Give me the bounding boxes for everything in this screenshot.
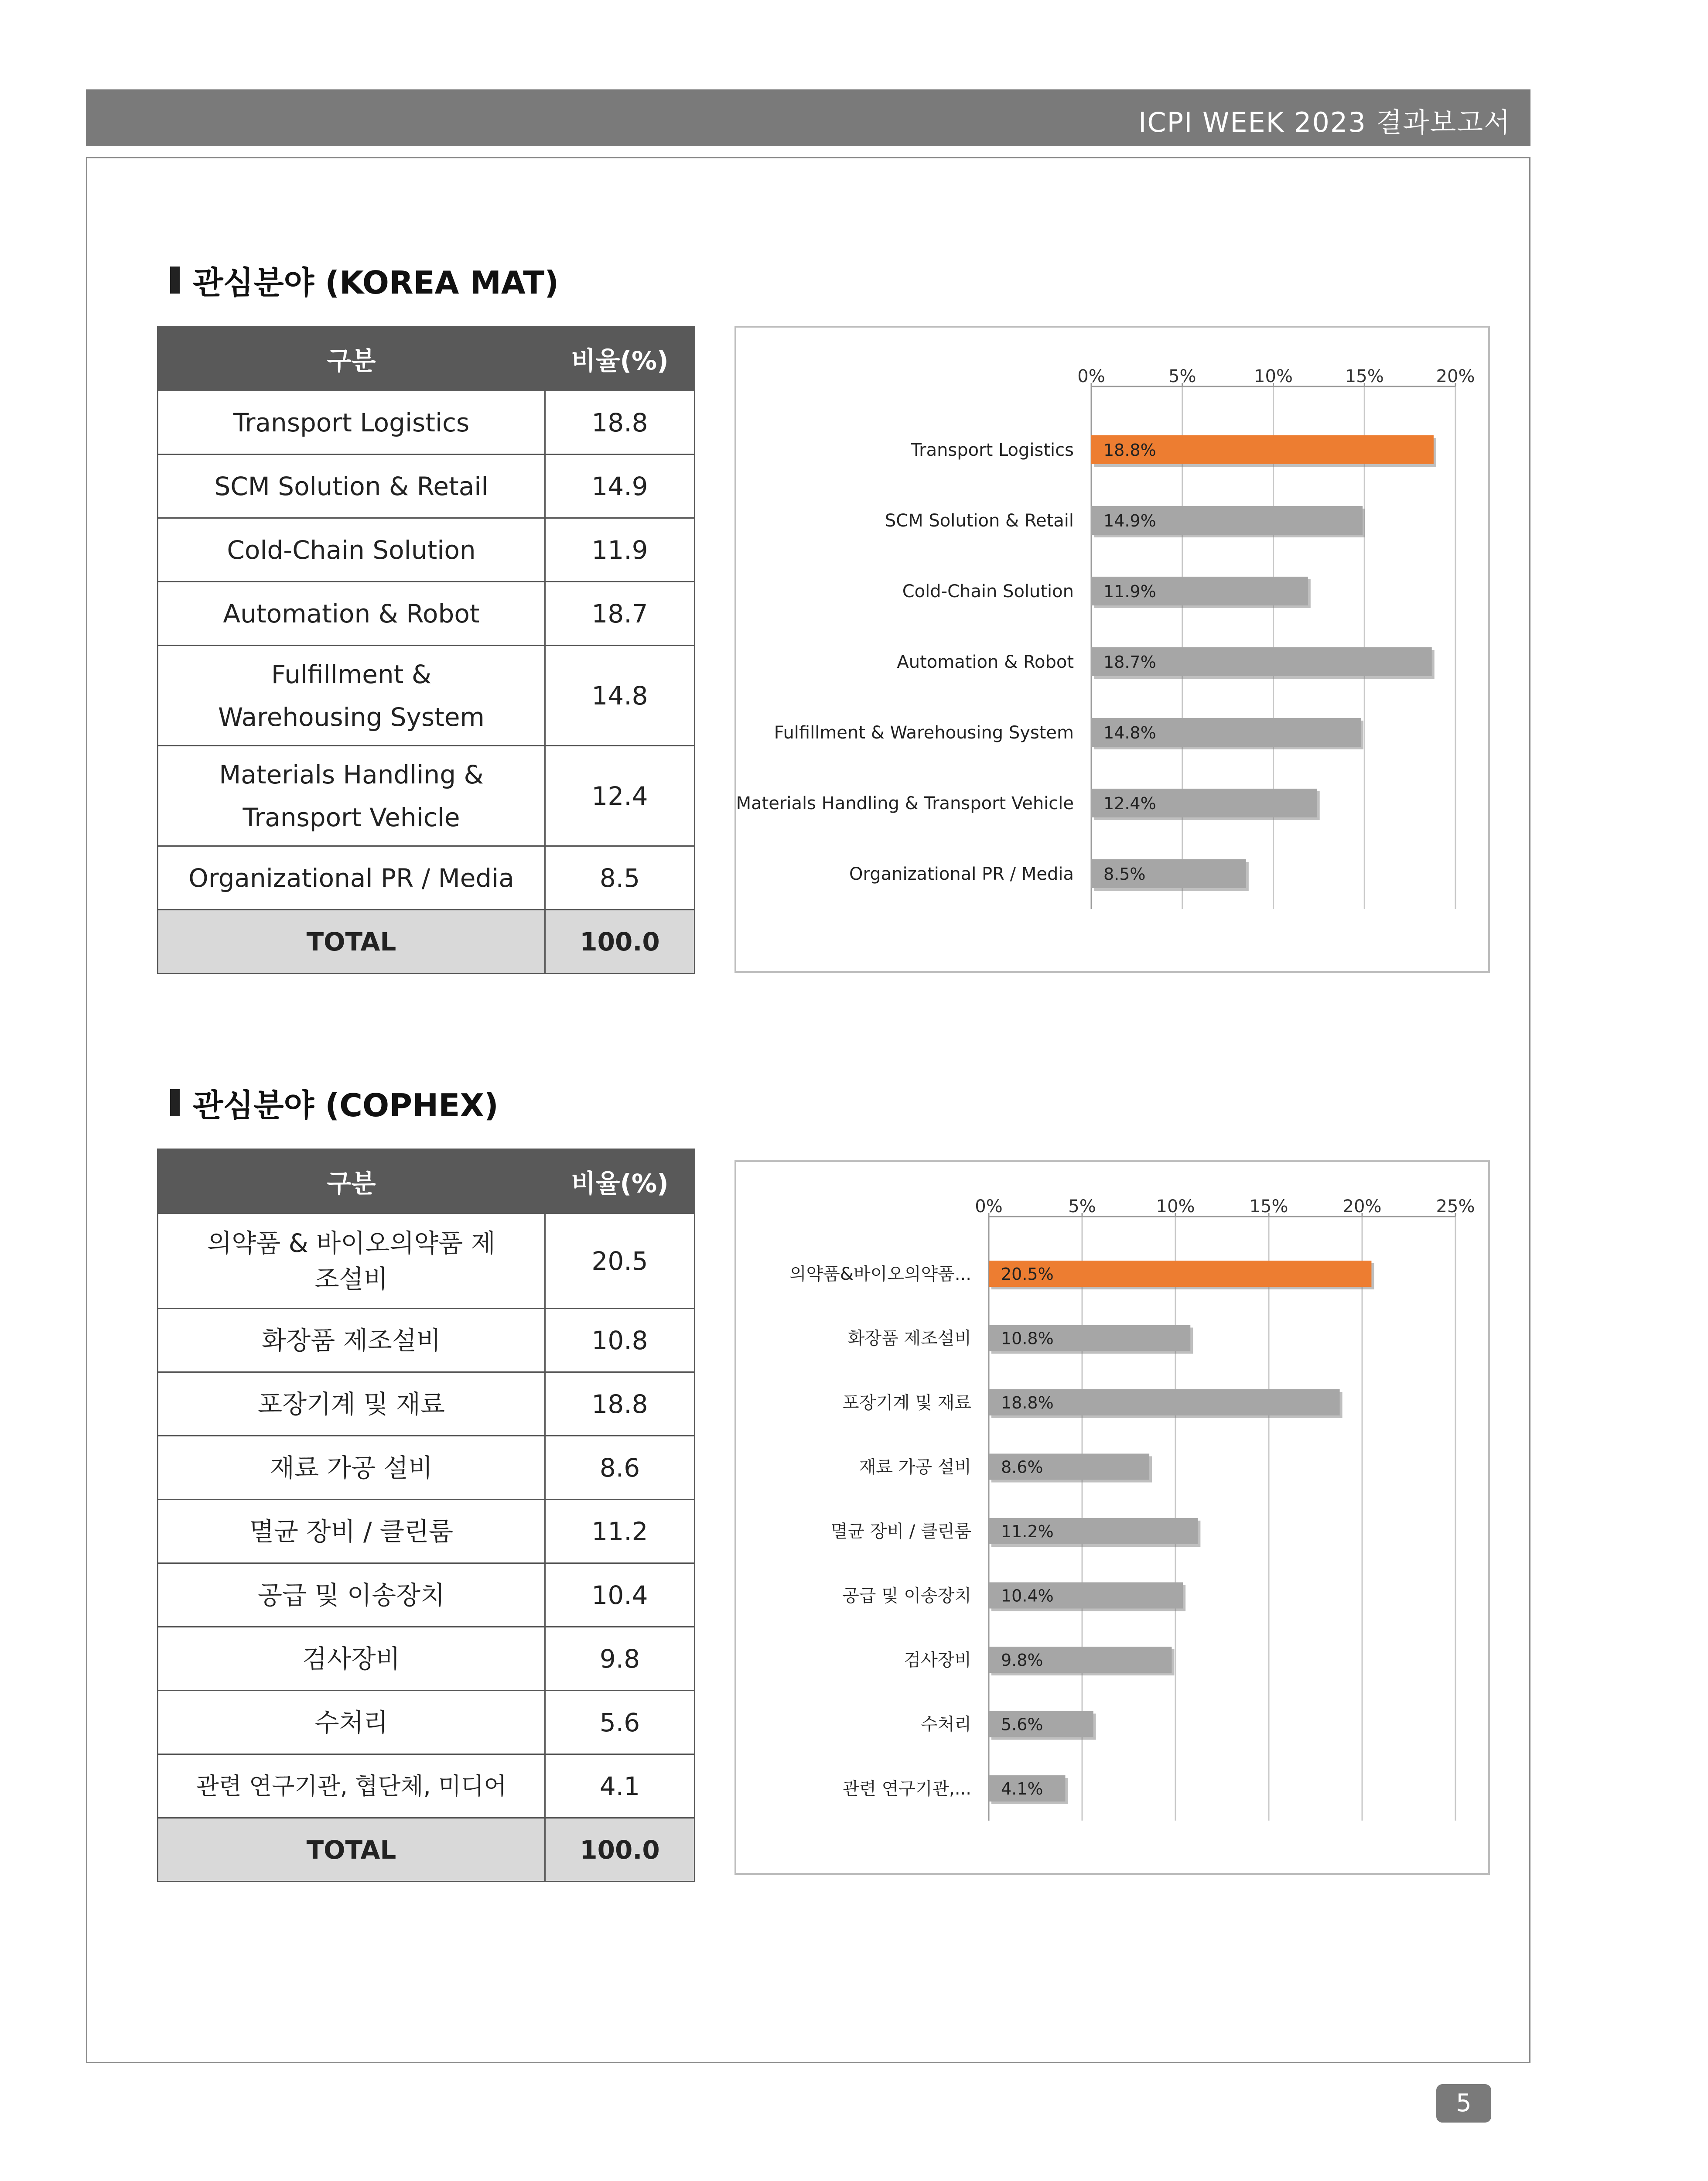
tick-label: 10% bbox=[1254, 366, 1293, 386]
cophex-chart bbox=[734, 1160, 1490, 1875]
column-header-ratio: 비율(%) bbox=[545, 327, 695, 391]
data-label: 5.6% bbox=[1001, 1715, 1043, 1734]
category-label: 공급 및 이송장치 bbox=[842, 1586, 971, 1606]
table-row bbox=[158, 1563, 695, 1627]
row-ratio: 10.4 bbox=[545, 1563, 695, 1627]
section-marker-icon bbox=[170, 267, 180, 294]
category-label: SCM Solution & Retail bbox=[885, 511, 1074, 531]
korea-mat-chart bbox=[734, 326, 1490, 973]
data-label: 10.8% bbox=[1001, 1329, 1054, 1348]
row-category: SCM Solution & Retail bbox=[158, 455, 545, 518]
chart-svg bbox=[736, 328, 1488, 971]
row-ratio: 8.6 bbox=[545, 1436, 695, 1500]
row-category: 검사장비 bbox=[158, 1627, 545, 1691]
category-label: 화장품 제조설비 bbox=[847, 1328, 971, 1349]
row-category: Automation & Robot bbox=[158, 582, 545, 646]
table-row bbox=[158, 746, 695, 846]
data-label: 8.6% bbox=[1001, 1457, 1043, 1477]
row-category: Cold-Chain Solution bbox=[158, 518, 545, 582]
table-header-row bbox=[158, 1149, 695, 1214]
row-ratio: 5.6 bbox=[545, 1691, 695, 1754]
row-ratio: 4.1 bbox=[545, 1754, 695, 1818]
tick-label: 20% bbox=[1436, 366, 1475, 386]
data-label: 11.2% bbox=[1001, 1522, 1054, 1541]
row-category: Transport Logistics bbox=[158, 391, 545, 455]
category-label: Organizational PR / Media bbox=[849, 864, 1074, 884]
section-title-cophex bbox=[170, 1080, 499, 1125]
data-label: 4.1% bbox=[1001, 1779, 1043, 1798]
category-label: 검사장비 bbox=[904, 1650, 971, 1670]
page-number: 5 bbox=[1436, 2084, 1491, 2123]
category-label: 멸균 장비 / 클린룸 bbox=[830, 1521, 971, 1542]
tick-label: 5% bbox=[1168, 366, 1196, 386]
row-ratio: 11.2 bbox=[545, 1500, 695, 1563]
row-ratio: 18.8 bbox=[545, 391, 695, 455]
tick-label: 5% bbox=[1068, 1196, 1096, 1217]
row-ratio: 14.8 bbox=[545, 646, 695, 746]
header-title: ICPI WEEK 2023 결과보고서 bbox=[1138, 106, 1511, 138]
table-total-row bbox=[158, 1818, 695, 1882]
table-row bbox=[158, 1627, 695, 1691]
row-ratio: 11.9 bbox=[545, 518, 695, 582]
table-header-row bbox=[158, 327, 695, 391]
category-label: Cold-Chain Solution bbox=[902, 581, 1074, 602]
tick-label: 0% bbox=[1077, 366, 1105, 386]
data-label: 12.4% bbox=[1103, 794, 1156, 813]
tick-label: 15% bbox=[1249, 1196, 1288, 1217]
table-row bbox=[158, 846, 695, 910]
section-title-text: 관심분야 (COPHEX) bbox=[193, 1087, 499, 1124]
row-category: 화장품 제조설비 bbox=[158, 1309, 545, 1372]
category-label: Fulfillment & Warehousing System bbox=[774, 723, 1074, 743]
section-title-text: 관심분야 (KOREA MAT) bbox=[193, 264, 559, 301]
row-category: 멸균 장비 / 클린룸 bbox=[158, 1500, 545, 1563]
tick-label: 15% bbox=[1345, 366, 1384, 386]
row-ratio: 18.8 bbox=[545, 1372, 695, 1436]
tick-label: 10% bbox=[1156, 1196, 1195, 1217]
total-label: TOTAL bbox=[158, 1818, 545, 1882]
row-ratio: 10.8 bbox=[545, 1309, 695, 1372]
category-label: 재료 가공 설비 bbox=[859, 1457, 971, 1477]
category-label: 의약품&바이오의약품... bbox=[789, 1264, 971, 1284]
data-label: 10.4% bbox=[1001, 1586, 1054, 1606]
row-category: Materials Handling & Transport Vehicle bbox=[158, 746, 545, 846]
header-bar bbox=[86, 89, 1530, 146]
table-row bbox=[158, 1436, 695, 1500]
table-row bbox=[158, 1372, 695, 1436]
data-label: 8.5% bbox=[1103, 865, 1146, 884]
table-total-row bbox=[158, 910, 695, 974]
table-row bbox=[158, 1754, 695, 1818]
data-label: 14.8% bbox=[1103, 723, 1156, 742]
row-category: 공급 및 이송장치 bbox=[158, 1563, 545, 1627]
row-category: 포장기계 및 재료 bbox=[158, 1372, 545, 1436]
data-label: 18.8% bbox=[1001, 1393, 1054, 1412]
category-label: 포장기계 및 재료 bbox=[842, 1393, 971, 1413]
tick-label: 25% bbox=[1436, 1196, 1475, 1217]
row-category: 수처리 bbox=[158, 1691, 545, 1754]
row-ratio: 8.5 bbox=[545, 846, 695, 910]
row-ratio: 12.4 bbox=[545, 746, 695, 846]
category-label: Automation & Robot bbox=[897, 652, 1074, 672]
table-row bbox=[158, 1214, 695, 1309]
category-label: Materials Handling & Transport Vehicle bbox=[736, 793, 1074, 814]
row-category: 관련 연구기관, 협단체, 미디어 bbox=[158, 1754, 545, 1818]
section-title-korea-mat bbox=[170, 257, 559, 303]
tick-label: 0% bbox=[975, 1196, 1003, 1217]
data-label: 18.7% bbox=[1103, 653, 1156, 672]
row-category: Fulfillment & Warehousing System bbox=[158, 646, 545, 746]
table-row bbox=[158, 646, 695, 746]
category-label: 수처리 bbox=[921, 1714, 971, 1735]
column-header-category: 구분 bbox=[158, 327, 545, 391]
data-label: 9.8% bbox=[1001, 1651, 1043, 1670]
row-category: 의약품 & 바이오의약품 제조설비 bbox=[158, 1214, 545, 1309]
table-row bbox=[158, 582, 695, 646]
total-value: 100.0 bbox=[545, 1818, 695, 1882]
table-row bbox=[158, 1309, 695, 1372]
row-ratio: 9.8 bbox=[545, 1627, 695, 1691]
total-value: 100.0 bbox=[545, 910, 695, 974]
table-row bbox=[158, 391, 695, 455]
data-label: 14.9% bbox=[1103, 511, 1156, 530]
data-label: 18.8% bbox=[1103, 441, 1156, 460]
category-label: 관련 연구기관,... bbox=[842, 1779, 971, 1799]
chart-svg bbox=[736, 1162, 1488, 1873]
table-row bbox=[158, 455, 695, 518]
total-label: TOTAL bbox=[158, 910, 545, 974]
cophex-table bbox=[157, 1149, 695, 1882]
table-row bbox=[158, 518, 695, 582]
tick-label: 20% bbox=[1342, 1196, 1382, 1217]
korea-mat-table bbox=[157, 326, 695, 974]
column-header-category: 구분 bbox=[158, 1149, 545, 1214]
section-marker-icon bbox=[170, 1089, 180, 1116]
data-label: 11.9% bbox=[1103, 582, 1156, 601]
row-ratio: 18.7 bbox=[545, 582, 695, 646]
table-row bbox=[158, 1691, 695, 1754]
row-category: 재료 가공 설비 bbox=[158, 1436, 545, 1500]
row-ratio: 14.9 bbox=[545, 455, 695, 518]
row-ratio: 20.5 bbox=[545, 1214, 695, 1309]
row-category: Organizational PR / Media bbox=[158, 846, 545, 910]
column-header-ratio: 비율(%) bbox=[545, 1149, 695, 1214]
category-label: Transport Logistics bbox=[911, 440, 1074, 460]
table-row bbox=[158, 1500, 695, 1563]
data-label: 20.5% bbox=[1001, 1265, 1054, 1284]
